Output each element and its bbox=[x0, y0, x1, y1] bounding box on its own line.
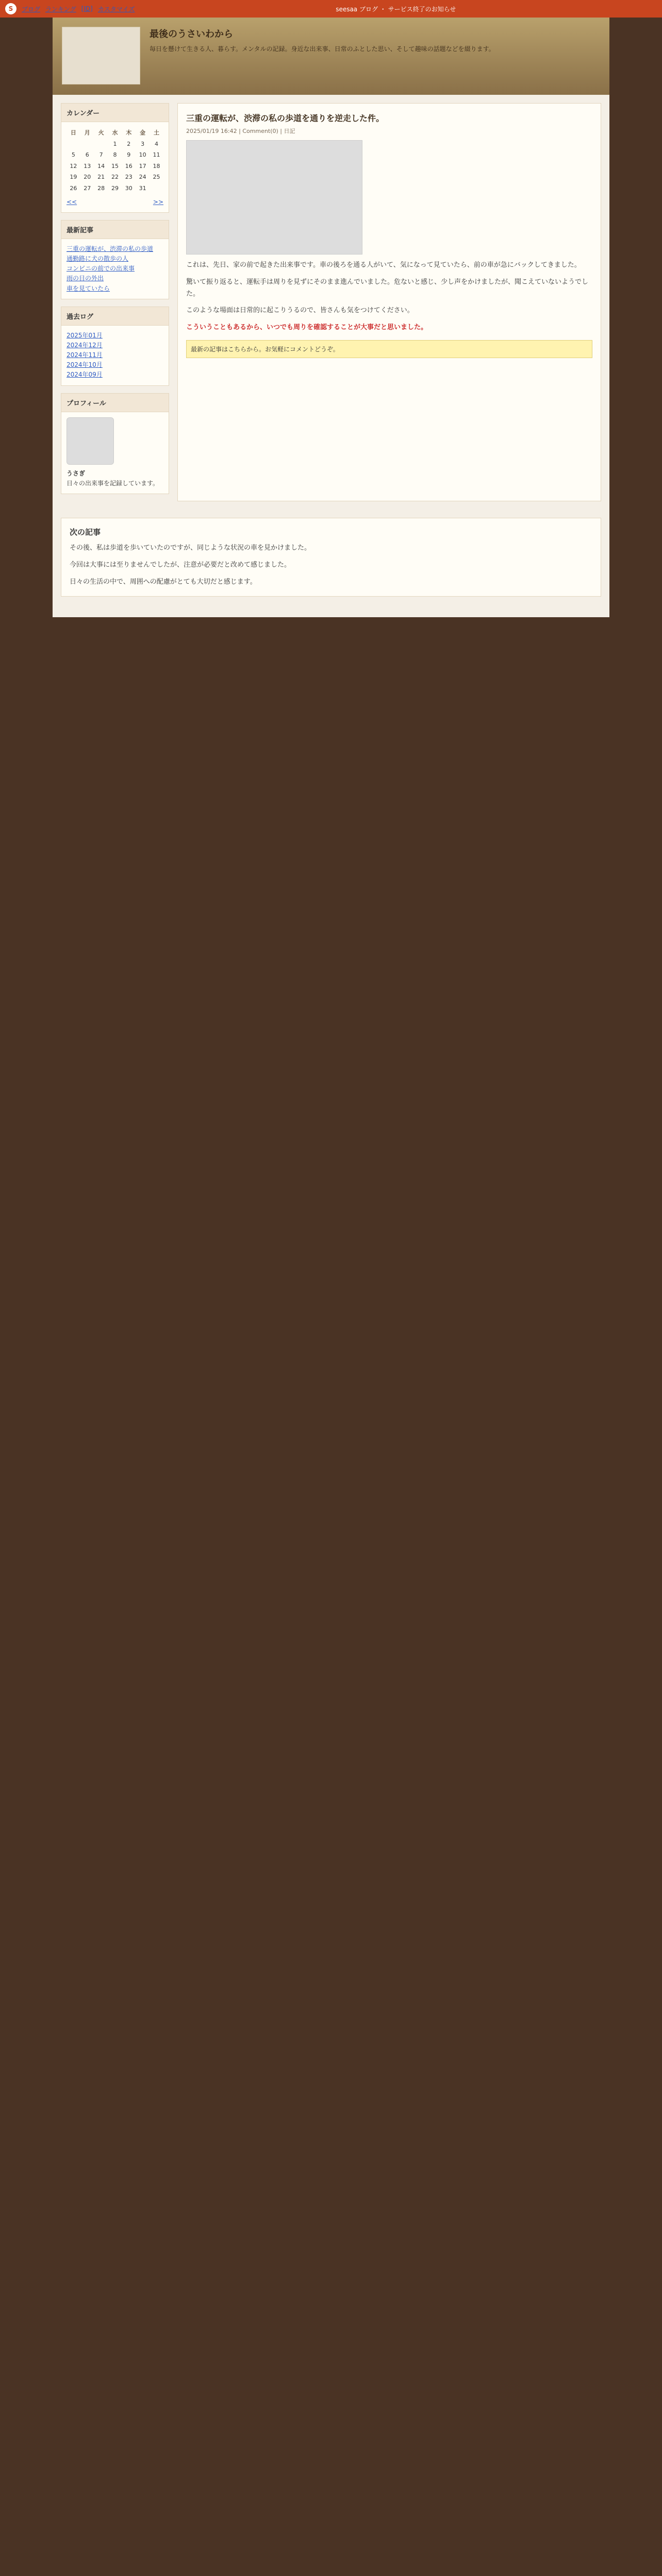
profile-box bbox=[61, 393, 169, 494]
header-text bbox=[150, 27, 495, 86]
calendar-day[interactable]: 4 bbox=[155, 140, 159, 147]
blog-title[interactable]: 最後のうさいわから bbox=[150, 29, 233, 40]
top-bar-left bbox=[5, 3, 135, 14]
calendar-table bbox=[67, 127, 163, 194]
calendar-day[interactable]: 5 bbox=[71, 151, 75, 159]
calendar-day[interactable]: 28 bbox=[97, 184, 105, 192]
bottom-paragraph: その後、私は歩道を歩いていたのですが、同じような状況の車を見かけました。 bbox=[70, 544, 311, 552]
archive-link[interactable]: 2024年10月 bbox=[67, 361, 103, 369]
post-highlight: こういうこともあるから、いつでも周りを確認することが大事だと思いました。 bbox=[186, 324, 428, 331]
calendar-day[interactable]: 11 bbox=[153, 151, 160, 159]
blog-subtitle: 毎日を懸けて生きる人、暮らす。メンタルの記録。身近な出来事、日常のふとした思い、そして趣味の話題などを綴ります。 bbox=[150, 45, 495, 53]
service-notice[interactable]: seesaa ブログ ・ サービス終了のお知らせ bbox=[336, 5, 456, 13]
calendar-row bbox=[67, 172, 163, 183]
calendar-day[interactable]: 15 bbox=[111, 162, 119, 170]
content-columns bbox=[53, 95, 609, 510]
calendar-title: カレンダー bbox=[61, 104, 169, 122]
profile-body bbox=[61, 412, 169, 494]
weekday: 木 bbox=[126, 129, 132, 136]
calendar-box bbox=[61, 103, 169, 213]
top-link-id[interactable]: [ID] bbox=[81, 5, 93, 12]
calendar-day[interactable]: 8 bbox=[113, 151, 117, 159]
weekday: 火 bbox=[98, 129, 104, 136]
calendar-day[interactable]: 19 bbox=[70, 174, 77, 181]
archive-body bbox=[61, 326, 169, 385]
calendar-body bbox=[61, 122, 169, 212]
calendar-row bbox=[67, 161, 163, 172]
bottom-heading: 次の記事 bbox=[70, 528, 101, 537]
page-wrapper bbox=[53, 18, 609, 510]
calendar-nav bbox=[67, 197, 163, 207]
post-note: 最新の記事はこちらから。お気軽にコメントどうぞ。 bbox=[186, 340, 592, 358]
main-content bbox=[177, 103, 601, 501]
weekday: 金 bbox=[140, 129, 146, 136]
recent-post-link[interactable]: 車を見ていたら bbox=[67, 284, 110, 292]
calendar-day[interactable]: 17 bbox=[139, 162, 146, 170]
calendar-day[interactable]: 7 bbox=[99, 151, 103, 159]
calendar-day[interactable]: 23 bbox=[125, 174, 133, 181]
calendar-day[interactable]: 27 bbox=[84, 184, 91, 192]
profile-desc: 日々の出来事を記録しています。 bbox=[67, 479, 159, 487]
top-link-blog[interactable]: ブログ bbox=[22, 5, 41, 13]
calendar-weekdays bbox=[67, 127, 163, 139]
profile-name: うさぎ bbox=[67, 469, 86, 477]
calendar-day[interactable]: 26 bbox=[70, 184, 77, 192]
calendar-row bbox=[67, 149, 163, 161]
calendar-prev-link[interactable]: << bbox=[67, 198, 77, 206]
calendar-day[interactable] bbox=[67, 139, 80, 150]
calendar-day[interactable]: 22 bbox=[111, 174, 119, 181]
archive-title: 過去ログ bbox=[61, 307, 169, 326]
archive-box bbox=[61, 307, 169, 386]
post-paragraph: これは、先日、家の前で起きた出来事です。車の後ろを通る人がいて、気になって見ていたら、前の車が急にバックしてきました。 bbox=[186, 261, 581, 269]
calendar-day[interactable]: 10 bbox=[139, 151, 146, 159]
recent-posts-body bbox=[61, 239, 169, 299]
bottom-paragraph: 今回は大事には至りませんでしたが、注意が必要だと改めて感じました。 bbox=[70, 561, 291, 569]
recent-post-link[interactable]: 通勤路に犬の散歩の人 bbox=[67, 255, 129, 262]
archive-link[interactable]: 2024年12月 bbox=[67, 341, 103, 349]
header-image bbox=[62, 27, 140, 84]
calendar-day[interactable]: 31 bbox=[139, 184, 146, 192]
calendar-day[interactable] bbox=[94, 139, 108, 150]
post-title[interactable]: 三重の運転が、渋滞の私の歩道を通りを逆走した件。 bbox=[186, 113, 385, 123]
weekday: 日 bbox=[70, 129, 76, 136]
weekday: 月 bbox=[84, 129, 90, 136]
brand-logo[interactable]: S bbox=[5, 3, 16, 14]
archive-link[interactable]: 2024年11月 bbox=[67, 351, 103, 359]
calendar-day[interactable]: 24 bbox=[139, 174, 146, 181]
avatar bbox=[67, 417, 114, 465]
recent-post-link[interactable]: 三重の運転が、渋滞の私の歩道 bbox=[67, 245, 154, 252]
bottom-paragraph: 日々の生活の中で、周囲への配慮がとても大切だと感じます。 bbox=[70, 578, 257, 586]
calendar-row bbox=[67, 139, 163, 150]
calendar-day[interactable]: 14 bbox=[97, 162, 105, 170]
calendar-day[interactable]: 1 bbox=[113, 140, 117, 147]
archive-link[interactable]: 2025年01月 bbox=[67, 331, 103, 339]
calendar-day[interactable]: 21 bbox=[97, 174, 105, 181]
calendar-day[interactable]: 30 bbox=[125, 184, 133, 192]
calendar-day[interactable] bbox=[150, 183, 163, 194]
top-link-customize[interactable]: カスタマイズ bbox=[97, 5, 135, 13]
weekday: 水 bbox=[112, 129, 118, 136]
recent-posts-title: 最新記事 bbox=[61, 221, 169, 239]
calendar-day[interactable]: 13 bbox=[84, 162, 91, 170]
calendar-day[interactable]: 12 bbox=[70, 162, 77, 170]
blog-header bbox=[53, 18, 609, 95]
archive-link[interactable]: 2024年09月 bbox=[67, 371, 103, 379]
bottom-card bbox=[61, 518, 601, 597]
calendar-day[interactable]: 20 bbox=[84, 174, 91, 181]
calendar-day[interactable]: 9 bbox=[127, 151, 131, 159]
calendar-day[interactable] bbox=[80, 139, 94, 150]
calendar-day[interactable]: 16 bbox=[125, 162, 133, 170]
calendar-day[interactable]: 2 bbox=[127, 140, 131, 147]
weekday: 土 bbox=[154, 129, 160, 136]
calendar-day[interactable]: 3 bbox=[141, 140, 145, 147]
calendar-day[interactable]: 18 bbox=[153, 162, 160, 170]
post-image bbox=[186, 140, 362, 255]
post-paragraph: このような場面は日常的に起こりうるので、皆さんも気をつけてください。 bbox=[186, 307, 414, 315]
recent-post-link[interactable]: 雨の日の外出 bbox=[67, 275, 104, 282]
profile-title: プロフィール bbox=[61, 394, 169, 412]
sidebar bbox=[61, 103, 169, 501]
post-paragraph: 驚いて振り返ると、運転手は周りを見ずにそのまま進んでいました。危ないと感じ、少し声をかけましたが、聞こえていないようでした。 bbox=[186, 278, 589, 298]
top-bar bbox=[0, 0, 662, 18]
calendar-day[interactable]: 6 bbox=[85, 151, 89, 159]
recent-posts-box bbox=[61, 220, 169, 299]
calendar-row bbox=[67, 183, 163, 194]
recent-post-link[interactable]: コンビニの前での出来事 bbox=[67, 265, 135, 273]
post-meta: 2025/01/19 16:42 | Comment(0) | 日記 bbox=[186, 128, 295, 134]
post-body bbox=[186, 260, 592, 334]
bottom-section bbox=[53, 510, 609, 617]
calendar-next-link[interactable]: >> bbox=[153, 198, 163, 206]
calendar-day[interactable]: 29 bbox=[111, 184, 119, 192]
calendar-day[interactable]: 25 bbox=[153, 174, 160, 181]
top-link-ranking[interactable]: ランキング bbox=[45, 5, 76, 13]
